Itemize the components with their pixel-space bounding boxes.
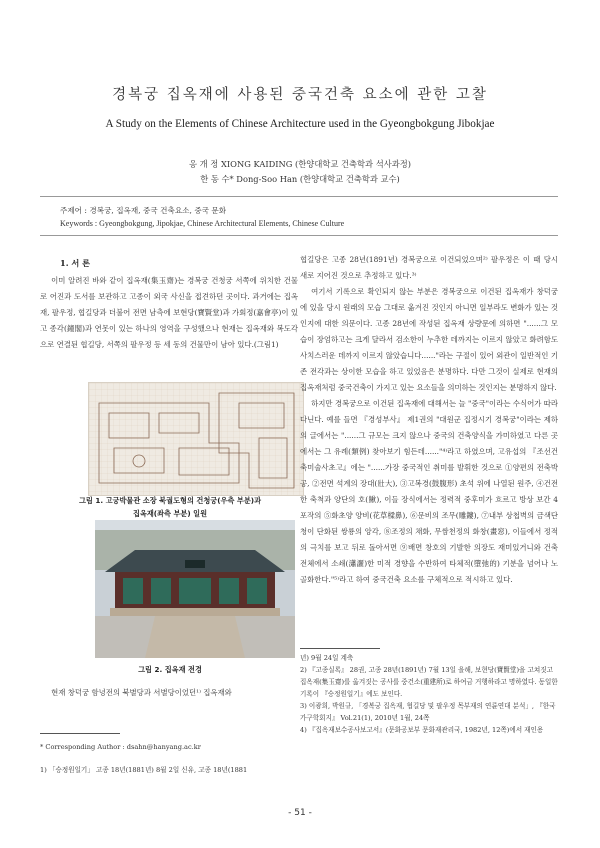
footnote: 4) 『집옥재보수공사보고서』(문화공보부 문화재관리국, 1982년, 12쪽)에서 재인용 — [300, 726, 544, 734]
floor-plan-figure — [88, 382, 304, 496]
section-heading: 1. 서 론 — [60, 258, 91, 268]
keywords-english: Keywords : Gyeongbokgung, Jipokjae, Chinese Architectural Elements, Chinese Culture — [60, 219, 345, 228]
author-line: 옹 개 정 XIONG KAIDING (한양대학교 건축학과 석사과정) — [189, 159, 411, 169]
keywords-korean: 주제어 : 경복궁, 집옥재, 중국 건축요소, 중국 문화 — [60, 206, 227, 215]
footnote: 3) 이광희, 박원규, 「경복궁 집옥재, 협길당 및 팔우정 목부재의 연륜연대 분석」, 『한국가구학회지』 Vol.21(1), 2010년 1월, 24쪽 — [300, 702, 556, 722]
paper-title-korean: 경복궁 집옥재에 사용된 중국건축 요소에 관한 고찰 — [112, 87, 488, 103]
author-line: 한 동 수* Dong-Soo Han (한양대학교 건축학과 교수) — [200, 174, 400, 184]
paragraph: 하지만 경복궁으로 이건된 집옥재에 대해서는 늘 "중국"이라는 수식어가 따라 다닌다. 예를 들면 『경성부사』 제1권의 "대원군 집정시기 경복궁"이라는 제하의 글에서는 "......그 규모는 크지 않으나 중국의 건축양식을 가미하였고 다른 곳에서는 그 유례(類例) 찾아보기 힘든데......"⁴⁾라고 하였으며, 고유섭의 『조선건축미술사초고』에는 "......가장 중국적인 취미를 발휘한 것으로 ①양편의 전축박공, ②전면 석계의 장대(壯大), ③고복경(鼓腹形) 초석 위에 나열된 원주, ④건전한 축척과 양단의 호(鰍), 이들 장식에서는 정력적 중후미가 흐르고 방상 보간 4포작의 ⑤화초양 양비(花草樑鼻), ⑥문비의 조무(雕鏤), ⑦내부 상첩벽의 금색단청이 단화된 쌍룡의 앙각, ⑧조정의 채화, 무쌈천정의 화창(畫窓), 이들에서 정적의 극치를 보고 뒤로 돌아서면 ⑨배면 창호의 기발한 의장도 재미있거니와 건축 전체에서 소쇄(瀟灑)한 미적 경향을 수반하여 타체적(墮弛的) 기분을 넘어나 노골화한다."⁵⁾라고 하여 중국건축 요소를 구체적으로 적시하고 있다. — [300, 399, 559, 584]
building-photo — [95, 520, 295, 658]
figure-caption: 그림 2. 집옥재 전경 — [138, 665, 202, 674]
left-column-text — [40, 273, 298, 353]
footnote: 년) 9월 24일 계축 — [300, 654, 354, 662]
paragraph: 현재 창덕궁 함녕전의 북별당과 서별당이었던¹⁾ 집옥재와 — [51, 688, 232, 697]
footnote: 2) 『고종실록』 28권, 고종 28년(1891년) 7월 13일 을해, 보현당(寶賢堂)을 고쳐짓고 집옥재(集玉齋)를 옮겨짓는 공사를 중건소(重建所)로 하여금 거행하라고 명하였다. 동일한 기록이 『승정원일기』에도 보인다. — [300, 666, 558, 698]
footnote-divider — [40, 733, 120, 734]
paragraph: 여기서 기록으로 확인되지 않는 부분은 경복궁으로 이건된 집옥재가 창덕궁에 있을 당시 원래의 모습 그대로 옮겨진 것인지 아니면 일부라도 변화가 있는 것인지에 대한 의문이다. 고종 28년에 작성된 집옥재 상량문에 의하면 "......그 모습이 장엄하고는 크게 달라서 검소한이 누추한 데까지는 이르지 않았고 화려함도 사치스러운 데까지 이르지 않았습니다......"라는 구절이 있어 외관이 일반적인 기존 전각과는 상이한 모습을 하고 있었음은 분명하다. 다만 그것이 실제로 현재의 집옥재처럼 중국건축이 가지고 있는 요소들을 의미하는 것인지는 분명하지 않다. — [300, 287, 558, 392]
corresponding-author: * Corresponding Author : dsahn@hanyang.ac.kr — [40, 743, 201, 751]
right-column-text — [300, 252, 558, 588]
footnotes-right — [300, 652, 558, 736]
footnote: 1) 「승정원일기」 고종 18년(1881년) 8월 2일 신유, 고종 18년(1881 — [40, 766, 248, 774]
paragraph: 협길당은 고종 28년(1891년) 경복궁으로 이건되었으며²⁾ 팔우정은 이 때 당시 새로 지어진 것으로 추정하고 있다.³⁾ — [300, 255, 558, 280]
page-number: - 51 - — [288, 808, 312, 818]
keywords-box — [40, 196, 558, 236]
paragraph: 이미 알려진 바와 같이 집옥재(集玉齋)는 경복궁 건청궁 서쪽에 위치한 건물로 어진과 도서를 보관하고 고종이 외국 사신을 접견하던 곳이다. 과거에는 집옥재, 팔우정, 협길당과 더불어 전면 남측에 보현당(寶賢堂)과 가회정(嘉會亭)이 있고 종각(鐘閣)과 연못이 있는 하나의 영역을 구성했으나 현재는 집옥재와 복도각으로 연결된 협길당, 서쪽의 팔우정 등 세 동의 건물만이 남아 있다.(그림1) — [40, 276, 298, 349]
figure-caption: 집옥재(좌측 부분) 일원 — [132, 509, 208, 518]
paper-title-english: A Study on the Elements of Chinese Architecture used in the Gyeongbokgung Jibokjae — [105, 118, 495, 130]
footnote-divider — [300, 648, 380, 649]
figure-caption: 그림 1. 고궁박물관 소장 북궐도형의 건청궁(우측 부분)과 — [78, 496, 262, 505]
left-column-text — [40, 685, 298, 701]
